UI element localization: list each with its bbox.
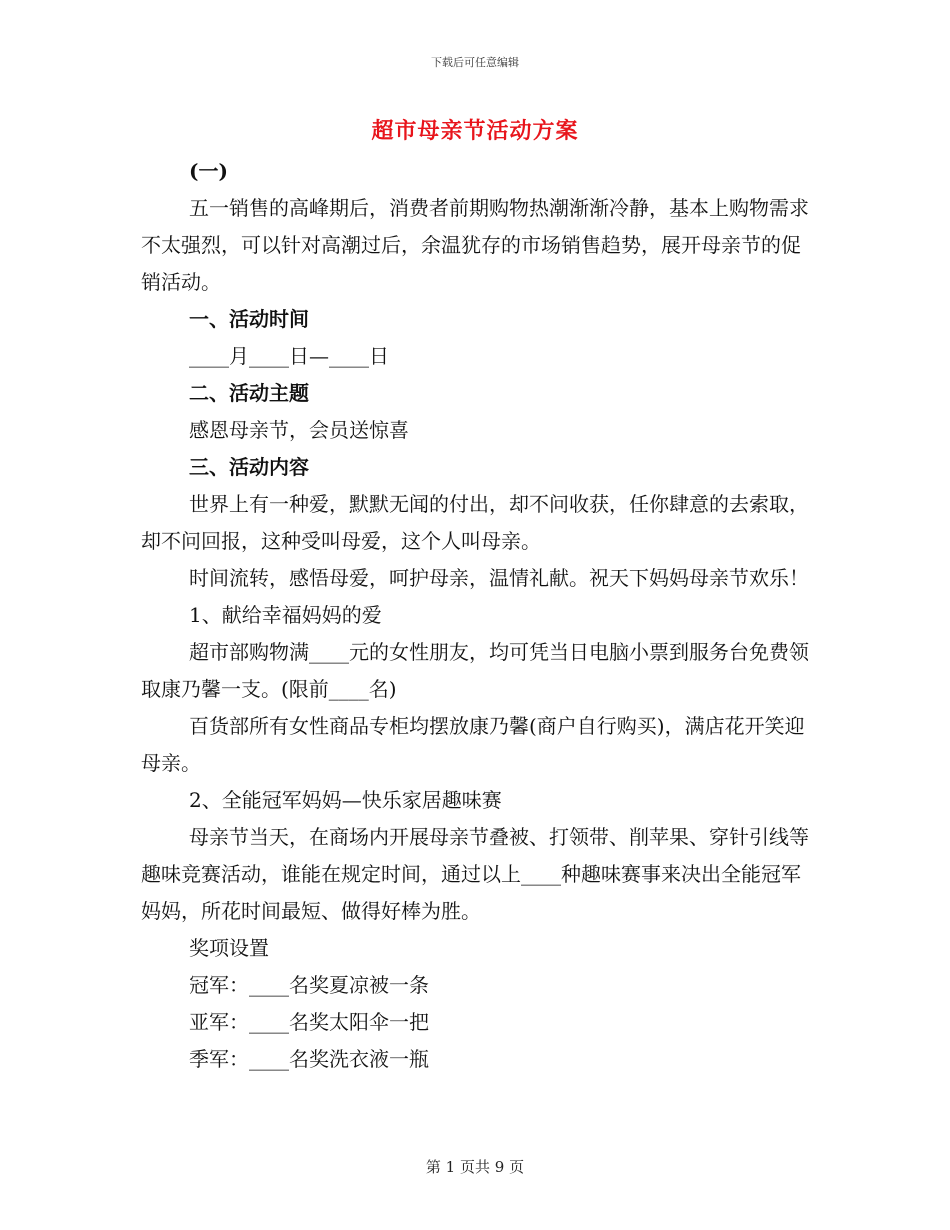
body-paragraph: 母亲节当天，在商场内开展母亲节叠被、打领带、削苹果、穿针引线等趣味竞赛活动，谁能在规定时间，通过以上____种趣味赛事来决出全能冠军妈妈，所花时间最短、做得好棒为胜。	[141, 825, 809, 923]
body-paragraph: 时间流转，感悟母爱，呵护母亲，温情礼献。祝天下妈妈母亲节欢乐！	[189, 566, 809, 590]
award-line-champion: 冠军：____名奖夏凉被一条	[189, 973, 429, 997]
page-number-footer: 第 1 页共 9 页	[425, 1158, 525, 1176]
subsection-heading-2: 2、全能冠军妈妈—快乐家居趣味赛	[189, 788, 502, 812]
date-placeholder-line: ____月____日—____日	[189, 344, 389, 368]
subsection-heading-1: 1、献给幸福妈妈的爱	[189, 603, 382, 627]
awards-heading: 奖项设置	[189, 936, 269, 960]
section-heading-theme: 二、活动主题	[189, 381, 309, 405]
award-line-third: 季军：____名奖洗衣液一瓶	[189, 1047, 429, 1071]
body-paragraph: 百货部所有女性商品专柜均摆放康乃馨(商户自行购买)，满店花开笑迎母亲。	[141, 714, 805, 775]
award-line-runner-up: 亚军：____名奖太阳伞一把	[189, 1010, 429, 1034]
document-body	[141, 153, 809, 1078]
document-title: 超市母亲节活动方案	[371, 118, 579, 144]
body-paragraph: 超市部购物满____元的女性朋友，均可凭当日电脑小票到服务台免费领取康乃馨一支。(限前____名)	[141, 640, 809, 701]
page-header-note: 下载后可任意编辑	[431, 56, 519, 69]
body-paragraph: 世界上有一种爱，默默无闻的付出，却不问收获，任你肆意的去索取，却不问回报，这种受叫母爱，这个人叫母亲。	[141, 492, 809, 553]
section-label-one: (一)	[189, 159, 228, 183]
section-heading-time: 一、活动时间	[189, 307, 309, 331]
section-heading-content: 三、活动内容	[189, 455, 309, 479]
theme-text: 感恩母亲节，会员送惊喜	[189, 418, 409, 442]
body-paragraph: 五一销售的高峰期后，消费者前期购物热潮渐渐冷静，基本上购物需求不太强烈，可以针对高潮过后，余温犹存的市场销售趋势，展开母亲节的促销活动。	[141, 196, 809, 294]
